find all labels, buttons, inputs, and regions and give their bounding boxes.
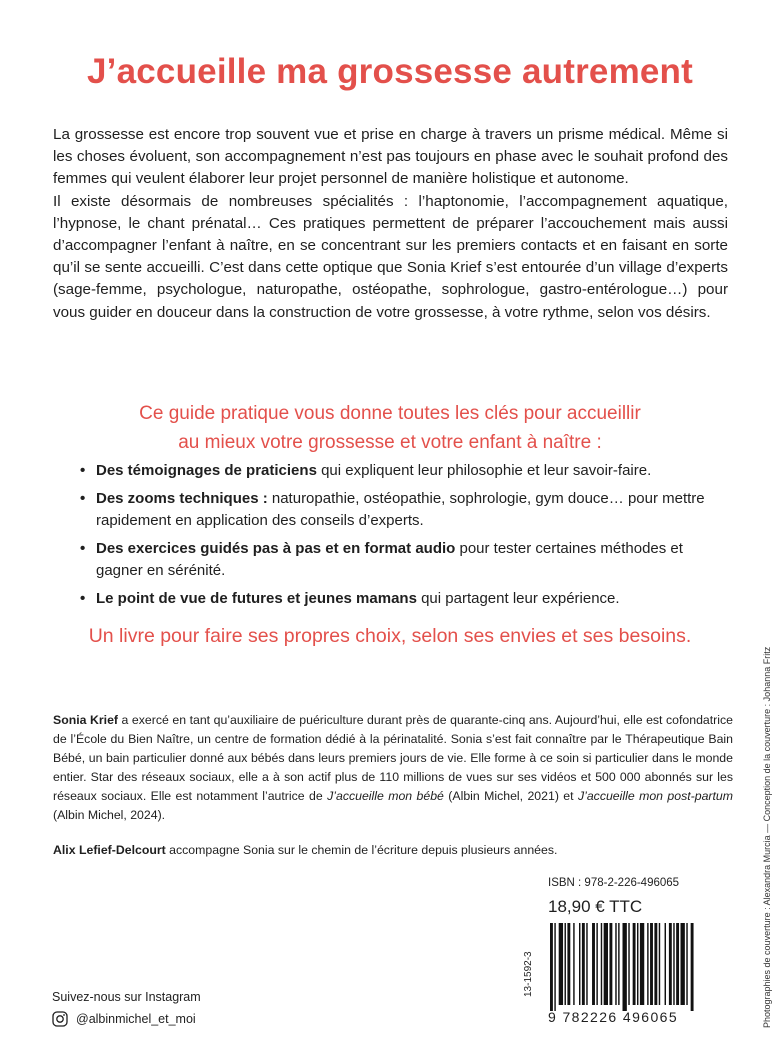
barcode-graphic: [548, 923, 733, 1011]
bullet-icon: •: [80, 490, 86, 507]
feature-item: [80, 538, 710, 582]
social-label: Suivez-nous sur Instagram: [52, 990, 201, 1004]
bio-text: a exercé en tant qu’auxiliaire de puériculture durant près de quarante-cinq ans. Aujourd’hui, elle est cofondatrice de l’École du Bien Naître, un centre de formation dédié à la périnatalité. Sonia s’est fait connaître par le Thérapeutique Bain Bébé, un bain particulier donné aux bébés dans leurs premiers jours de vie. Elle forme à ce soin si particulier dans le monde entier. Star des réseaux sociaux, elle a à son actif plus de 110 millions de vues sur ses vidéos et 500 000 abonnés sur les réseaux sociaux. Elle est notamment l’autrice de: [53, 713, 733, 803]
bio-paragraph-2: [53, 841, 733, 860]
feature-bold: Des exercices guidés pas à pas et en format audio: [96, 540, 456, 557]
book-title: J’accueille mon post-partum: [577, 789, 733, 803]
guide-heading-line-1: Ce guide pratique vous donne toutes les clés pour accueillir: [139, 403, 641, 424]
bio-paragraph-1: [53, 711, 733, 825]
feature-list: [80, 460, 710, 616]
coauthor-name: Alix Lefief-Delcourt: [53, 843, 166, 857]
product-code: 13-1592-3: [523, 951, 534, 997]
isbn-label: ISBN : 978-2-226-496065: [548, 877, 680, 889]
feature-text: qui expliquent leur philosophie et leur savoir-faire.: [316, 462, 652, 479]
feature-item: [80, 488, 710, 532]
bio-text: (Albin Michel, 2021) et: [443, 789, 578, 803]
intro-text: [53, 124, 728, 324]
guide-heading: [0, 399, 780, 457]
page-title: J’accueille ma grossesse autrement: [86, 52, 693, 91]
price: 18,90 € TTC: [548, 897, 643, 916]
bullet-icon: •: [80, 540, 86, 557]
author-name: Sonia Krief: [53, 713, 119, 727]
intro-paragraph-2: Il existe désormais de nombreuses spécialités : l’haptonomie, l’accompagnement aquatique, l’hypnose, le chant prénatal… Ces pratiques permettent de préparer l’accouchement mais aussi d’accompagner l’enfant à naître, en se concentrant sur les premiers contacts et en faisant en sorte qu’il se sente accueilli. C’est dans cette optique que Sonia Krief s’est entourée d’un village d’experts (sage-femme, psychologue, naturopathe, ostéopathe, sophrologue, gastro-entérologue…) pour vous guider en douceur dans la construction de votre grossesse, à votre rythme, selon vos désirs.: [53, 192, 728, 321]
feature-item: [80, 588, 710, 610]
feature-bold: Le point de vue de futures et jeunes mamans: [96, 590, 417, 607]
barcode-number: 9 782226 496065: [548, 1009, 678, 1025]
tagline: Un livre pour faire ses propres choix, selon ses envies et ses besoins.: [88, 625, 692, 647]
guide-heading-line-2: au mieux votre grossesse et votre enfant à naître :: [178, 432, 602, 453]
feature-text: pour tester certaines méthodes et gagner en sérénité.: [96, 540, 683, 579]
bullet-icon: •: [80, 462, 86, 479]
bio-text: accompagne Sonia sur le chemin de l’écriture depuis plusieurs années.: [165, 843, 558, 857]
feature-text: naturopathie, ostéopathie, sophrologie, gym douce… pour mettre rapidement en application des conseils d’experts.: [96, 490, 705, 529]
social-handle: @albinmichel_et_moi: [76, 1012, 196, 1026]
book-title: J’accueille mon bébé: [327, 789, 444, 803]
bullet-icon: •: [80, 590, 86, 607]
instagram-icon: [52, 1011, 68, 1027]
author-bio: [53, 711, 733, 860]
cover-credits: Photographies de couverture : Alexandra Murcia — Conception de la couverture : Johanna Fritz: [762, 646, 772, 1028]
feature-text: qui partagent leur expérience.: [416, 590, 620, 607]
feature-bold: Des zooms techniques :: [96, 490, 268, 507]
barcode: [548, 923, 733, 1015]
social-handle-row[interactable]: [52, 1011, 196, 1027]
bio-text: (Albin Michel, 2024).: [53, 808, 166, 822]
intro-paragraph-1: La grossesse est encore trop souvent vue et prise en charge à travers un prisme médical. Même si les choses évoluent, son accompagnement n’est pas toujours en phase avec le souhait profond des femmes qui veulent élaborer leur projet personnel de manière holistique et autonome.: [53, 126, 728, 188]
feature-item: [80, 460, 710, 482]
feature-bold: Des témoignages de praticiens: [96, 462, 317, 479]
